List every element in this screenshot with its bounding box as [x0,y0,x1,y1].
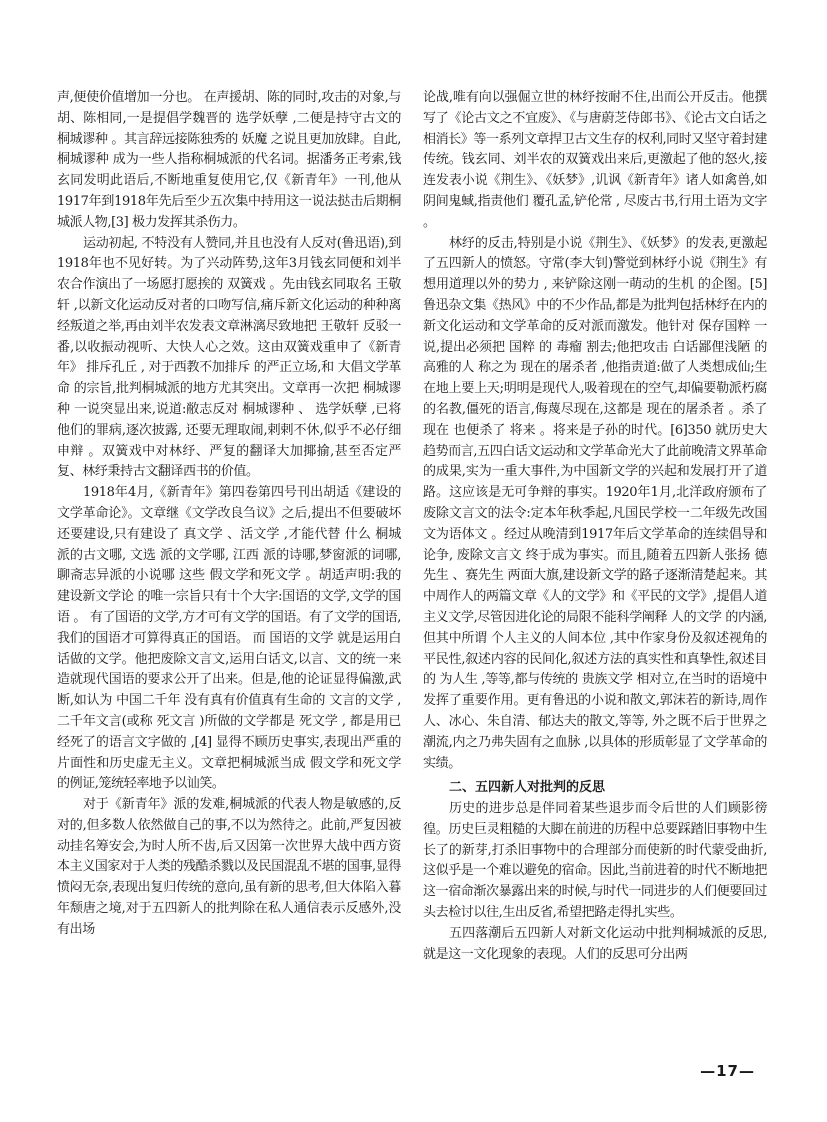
right-column [423,88,767,965]
body-paragraph: 历史的进步总是伴同着某些退步而令后世的人们顾影徬徨。历史巨灵粗糙的大脚在前进的历程中总要踩踏旧事物中生长了的新芽,打杀旧事物中的合理部分而使新的时代蒙受曲折,这似乎是一个难以避免的宿命。因此,当前进着的时代不断地把这一宿命渐次暴露出来的时候,与时代一同进步的人们便要回过头去检讨以往,生出反省,希望把路走得扎实些。 [423,801,767,921]
body-paragraph: 五四落潮后五四新人对新文化运动中批判桐城派的反思,就是这一文化现象的表现。人们的反思可分出两 [423,925,767,962]
section-heading: 二、五四新人对批判的反思 [449,780,606,796]
body-paragraph: 林纾的反击,特别是小说《荆生》、《妖梦》的发表,更激起了五四新人的愤怒。守常(李大钊)警觉到林纾小说《荆生》有 想用道理以外的势力 , 来铲除这刚一萌动的生机 的企图。[5] 鲁迅杂文集《热风》中的不少作品,都是为批判包括林纾在内的新文化运动和文学革命的反对派而激发。他针对 保存国粹 一说,提出必须把 国粹 的 毒瘤 割去;他把攻击 白话鄙俚浅陋 的 高雅的人 称之为 现在的屠杀者 ,他指责道:做了人类想成仙;生在地上要上天;明明是现代人,吸着现在的空气,却偏要勒派朽腐的名教,僵死的语言,侮蔑尽现在,这都是 现在的屠杀者 。杀了 现在 也便杀了 将来 。将来是子孙的时代。[6]350 就历史大趋势而言,五四白话文运动和文学革命光大了此前晚清文界革命的成果,实为一重大事件,为中国新文学的兴起和发展打开了道路。这应该是无可争辩的事实。1920年1月,北洋政府颁布了废除文言文的法令:定本年秋季起,凡国民学校一二年级先改国文为语体文 。经过从晚清到1917年后文学革命的连续倡导和论争, 废除文言文 终于成为事实。而且,随着五四新人张扬 德先生 、赛先生 两面大旗,建设新文学的路子逐渐清楚起来。其中周作人的两篇文章《人的文学》和《平民的文学》,提倡人道主义文学,尽管因进化论的局限不能科学阐释 人的文学 的内涵,但其中所谓 个人主义的人间本位 ,其中作家身份及叙述视角的平民性,叙述内容的民间化,叙述方法的真实性和真挚性,叙述目的 为人生 ,等等,都与传统的 贵族文学 相对立,在当时的语境中发挥了重要作用。更有鲁迅的小说和散文,郭沫若的新诗,周作人、冰心、朱自清、郁达夫的散文,等等, 外之既不后于世界之潮流,内之乃弗失固有之血脉 ,以具体的形质彰显了文学革命的实绩。 [423,235,767,771]
left-column [57,88,401,941]
body-paragraph: 1918年4月,《新青年》第四卷第四号刊出胡适《建设的文学革命论》。文章继《文学改良刍议》之后,提出不但要破坏还要建设,只有建设了 真文学 、活文学 ,才能代替 什么 桐城 派的古文哪, 文选 派的文学哪, 江西 派的诗哪,梦窗派的词哪,聊斋志异派的小说哪 这些 假文学和死文学 。胡适声明:我的 建设新文学论 的唯一宗旨只有十个大字:国语的文学,文学的国语 。 有了国语的文学,方才可有文学的国语。有了文学的国语,我们的国语才可算得真正的国语。 而 国语的文学 就是运用白话做的文学。他把废除文言文,运用白话文,以言、文的统一来造就现代国语的要求公开了出来。但是,他的论证显得偏激,武断,如认为 中国二千年 没有真有价值真有生命的 文言的文学 ,二千年文言(或称 死文言 )所做的文学都是 死文学 , 都是用已经死了的语言文字做的 ,[4] 显得不顾历史事实,表现出严重的片面性和历史虚无主义。文章把桐城派当成 假文学和死文学 的例证,笼统轻率地予以讪笑。 [57,485,401,792]
body-paragraph: 运动初起, 不特没有人赞同,并且也没有人反对(鲁迅语),到1918年也不见好转。为了兴动阵势,这年3月钱玄同便和刘半农合作演出了一场愿打愿挨的 双簧戏 。先由钱玄同取名 王敬轩 ,以新文化运动反对者的口吻写信,痛斥新文化运动的种种离经叛道之举,再由刘半农发表文章淋漓尽致地把 王敬轩 反驳一番,以收振动视听、大快人心之效。这由双簧戏重申了《新青年》 排斥孔丘 , 对于西教不加排斥 的严正立场,和 大倡文学革命 的宗旨,批判桐城派的地方尤其突出。文章再一次把 桐城谬种 一说突显出来,说道:敝志反对 桐城谬种 、 选学妖孽 ,已将他们的罪病,逐次披露, 还要无理取闹,剌剌不休,似乎不必仔细申辩 。双簧戏中对林纾、严复的翻译大加揶揄,甚至否定严复、林纾秉持古文翻译西书的价值。 [57,235,401,480]
body-paragraph: 对于《新青年》派的发难,桐城派的代表人物是敏感的,反对的,但多数人依然做自己的事,不以为然待之。此前,严复因被动挂名筹安会,为时人所不齿,后又因第一次世界大战中西方资本主义国家对于人类的残酷杀戮以及民国混乱不堪的国事,显得愤闷无奈,表现出复归传统的意向,虽有新的思考,但大体陷入暮年颓唐之境,对于五四新人的批判除在私人通信表示反感外,没有出场 [57,797,401,937]
body-paragraph: 论战,唯有向以强倔立世的林纾按耐不住,出而公开反击。他撰写了《论古文之不宜废》、《与唐蔚芝侍郎书》、《论古文白话之相消长》等一系列文章捍卫古文生存的权利,同时又坚守着封建传统。钱玄同、刘半农的双簧戏出来后,更激起了他的怒火,接连发表小说《荆生》、《妖梦》,讥讽《新青年》诸人如禽兽,如阴间鬼蜮,指责他们 覆孔孟,铲伦常 , 尽废古书,行用土语为文字 。 [423,90,767,230]
body-paragraph: 声,便使价值增加一分也。 在声援胡、陈的同时,攻击的对象,与胡、陈相同,一是提倡学魏晋的 选学妖孽 ,二便是持守古文的 桐城谬种 。其言辞远接陈独秀的 妖魔 之说且更加放肆。自此, 桐城谬种 成为一些人指称桐城派的代名词。据潘务正考索,钱玄同发明此语后,不断地重复使用它,仅《新青年》一刊,他从1917年到1918年先后至少五次集中持用这一说法挞击后期桐城派人物,[3] 极力发挥其杀伤力。 [57,90,401,230]
page-number: —17— [700,1062,755,1080]
